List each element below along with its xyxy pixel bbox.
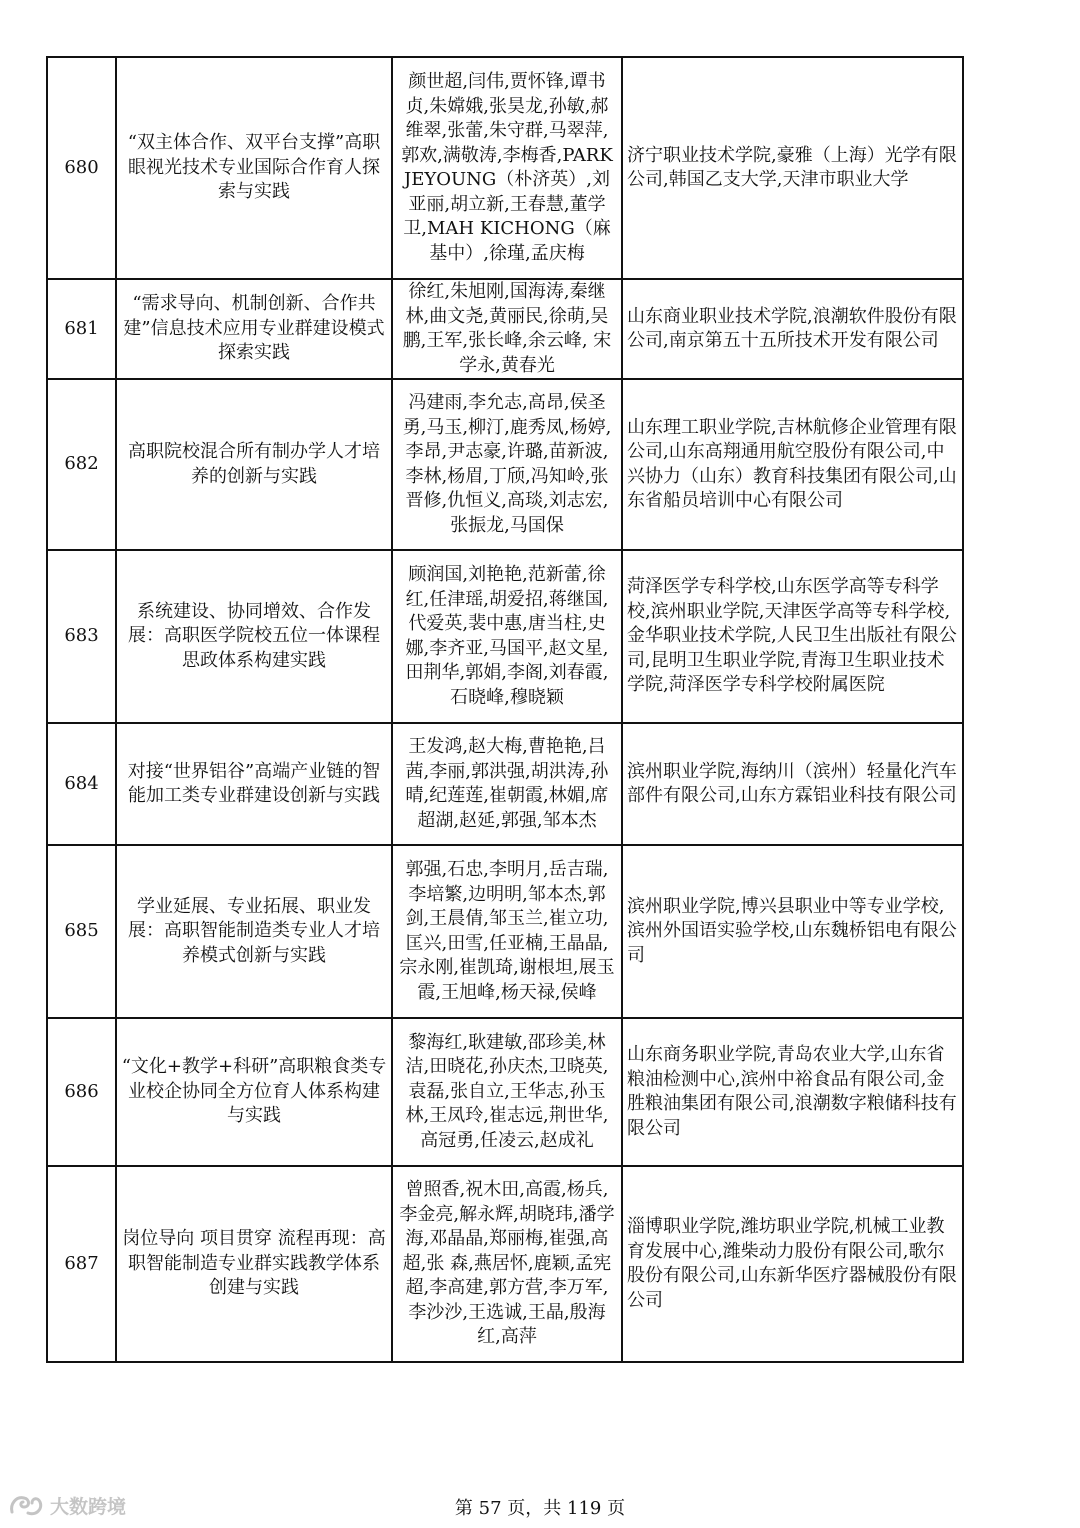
team-members: 黎海红,耿建敏,邵珍美,林洁,田晓花,孙庆杰,卫晓英,袁磊,张自立,王华志,孙玉林,王凤玲,崔志远,荆世华,高冠勇,任凌云,赵成礼 [392, 1018, 622, 1166]
project-title: “双主体合作、双平台支撑”高职眼视光技术专业国际合作育人探索与实践 [116, 57, 392, 279]
watermark-text: 大数跨境 [50, 1495, 127, 1518]
project-title: 高职院校混合所有制办学人才培养的创新与实践 [116, 379, 392, 550]
row-number: 682 [47, 379, 116, 550]
team-members: 徐红,朱旭刚,国海涛,秦继林,曲文尧,黄丽民,徐萌,吴鹏,王军,张长峰,余云峰, 宋学永,黄春光 [392, 279, 622, 379]
row-number: 681 [47, 279, 116, 379]
institutions: 滨州职业学院,博兴县职业中等专业学校,滨州外国语实验学校,山东魏桥铝电有限公司 [622, 845, 963, 1018]
table-row [47, 845, 963, 1018]
table-row [47, 1166, 963, 1362]
row-number: 683 [47, 550, 116, 723]
row-number: 687 [47, 1166, 116, 1362]
institutions: 山东商业职业技术学院,浪潮软件股份有限公司,南京第五十五所技术开发有限公司 [622, 279, 963, 379]
institutions: 菏泽医学专科学校,山东医学高等专科学校,滨州职业学院,天津医学高等专科学校,金华职业技术学院,人民卫生出版社有限公司,昆明卫生职业学院,青海卫生职业技术学院,菏泽医学专科学校附属医院 [622, 550, 963, 723]
table-row [47, 550, 963, 723]
page-footer: 第 57 页，共 119 页 [454, 1498, 626, 1519]
institutions: 淄博职业学院,潍坊职业学院,机械工业教育发展中心,潍柴动力股份有限公司,歌尔股份有限公司,山东新华医疗器械股份有限公司 [622, 1166, 963, 1362]
row-number: 680 [47, 57, 116, 279]
table-row [47, 57, 963, 279]
team-members: 顾润国,刘艳艳,范新蕾,徐红,任津瑶,胡爱招,蒋继国,代爱英,裴中惠,唐当柱,史娜,李齐亚,马国平,赵文星,田荆华,郭娟,李阁,刘春霞,石晓峰,穆晓颖 [392, 550, 622, 723]
institutions: 山东理工职业学院,吉林航修企业管理有限公司,山东高翔通用航空股份有限公司,中兴协力（山东）教育科技集团有限公司,山东省船员培训中心有限公司 [622, 379, 963, 550]
project-title: 岗位导向 项目贯穿 流程再现：高职智能制造专业群实践教学体系创建与实践 [116, 1166, 392, 1362]
team-members: 曾照香,祝木田,高霞,杨兵,李金亮,解永辉,胡晓玮,潘学海,邓晶晶,郑丽梅,崔强,高超,张 森,燕居怀,鹿颖,孟宪超,李高建,郭方营,李万军,李沙沙,王选诚,王晶,殷海红,高萍 [392, 1166, 622, 1362]
project-title: 学业延展、专业拓展、职业发展：高职智能制造类专业人才培养模式创新与实践 [116, 845, 392, 1018]
row-number: 686 [47, 1018, 116, 1166]
team-members: 郭强,石忠,李明月,岳吉瑞,李培繁,边明明,邹本杰,郭剑,王晨倩,邹玉兰,崔立功,匡兴,田雪,任亚楠,王晶晶,宗永刚,崔凯琦,谢根坦,展玉霞,王旭峰,杨天禄,侯峰 [392, 845, 622, 1018]
row-number: 684 [47, 723, 116, 845]
table-row [47, 379, 963, 550]
table-row [47, 1018, 963, 1166]
institutions: 滨州职业学院,海纳川（滨州）轻量化汽车部件有限公司,山东方霖铝业科技有限公司 [622, 723, 963, 845]
project-title: “文化+教学+科研”高职粮食类专业校企协同全方位育人体系构建与实践 [116, 1018, 392, 1166]
project-title: 系统建设、协同增效、合作发展：高职医学院校五位一体课程思政体系构建实践 [116, 550, 392, 723]
team-members: 颜世超,闫伟,贾怀锋,谭书贞,朱嫦娥,张昊龙,孙敏,郝维翠,张蕾,朱守群,马翠萍,郭欢,满敬涛,李梅香,PARK JEYOUNG（朴济英）,刘亚丽,胡立新,王春慧,董学卫,MAH KICHONG（麻基中）,徐瑾,孟庆梅 [392, 57, 622, 279]
table-row [47, 723, 963, 845]
project-title: “需求导向、机制创新、合作共建”信息技术应用专业群建设模式探索实践 [116, 279, 392, 379]
project-title: 对接“世界铝谷”高端产业链的智能加工类专业群建设创新与实践 [116, 723, 392, 845]
institutions: 山东商务职业学院,青岛农业大学,山东省粮油检测中心,滨州中裕食品有限公司,金胜粮油集团有限公司,浪潮数字粮储科技有限公司 [622, 1018, 963, 1166]
award-table [46, 56, 964, 1363]
institutions: 济宁职业技术学院,豪雅（上海）光学有限公司,韩国乙支大学,天津市职业大学 [622, 57, 963, 279]
table-row [47, 279, 963, 379]
team-members: 冯建雨,李允志,高昂,侯圣勇,马玉,柳汀,鹿秀凤,杨婷,李昂,尹志豪,许璐,苗新波,李林,杨眉,丁颀,冯知岭,张晋修,仇恒义,高琰,刘志宏,张振龙,马国保 [392, 379, 622, 550]
team-members: 王发鸿,赵大梅,曹艳艳,吕茜,李丽,郭洪强,胡洪涛,孙晴,纪莲莲,崔朝霞,林媚,席超湖,赵延,郭强,邹本杰 [392, 723, 622, 845]
row-number: 685 [47, 845, 116, 1018]
